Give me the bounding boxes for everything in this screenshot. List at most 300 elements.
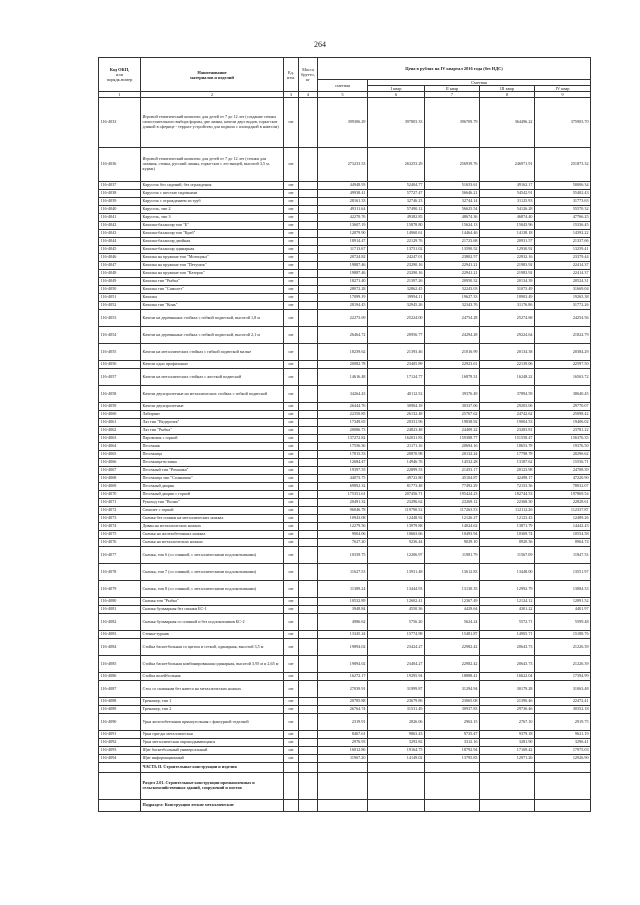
- row-q1-price: 13931.48: [368, 564, 425, 581]
- row-unit: шт: [284, 739, 299, 747]
- row-q4-price: 29770.07: [535, 403, 591, 411]
- code-header-line-2: или: [116, 72, 123, 78]
- row-name: Качалка на пружине тип "Петушок": [141, 262, 284, 270]
- row-code: 116-4086: [99, 673, 141, 681]
- section-empty-cell: [284, 773, 299, 800]
- row-name: Стойка волейбольная: [141, 673, 284, 681]
- row-unit: шт: [284, 639, 299, 656]
- table-row: [99, 327, 591, 344]
- row-name: Качели одно профильные: [141, 361, 284, 369]
- row-mass: [299, 310, 318, 327]
- row-mass: [299, 427, 318, 435]
- table-row: [99, 731, 591, 739]
- row-q2-price: 9735.47: [425, 731, 480, 739]
- row-q2-price: 16879.31: [425, 369, 480, 386]
- row-unit: шт: [284, 411, 299, 419]
- code-header-line-3: порядк.номер: [106, 77, 133, 83]
- table-row: [99, 459, 591, 467]
- row-estimated-price: 28194.45: [318, 302, 368, 310]
- mass-header-line-3: кг: [306, 77, 310, 83]
- row-name: Скамья, тип 7 (со спинкой, с металлическими подлокотниками): [141, 564, 284, 581]
- row-code: 116-4084: [99, 639, 141, 656]
- table-row: [99, 254, 591, 262]
- row-q1-price: 23679.86: [368, 698, 425, 706]
- row-name: Тренажер, тип 2: [141, 706, 284, 714]
- row-q4-price: 20524.31: [535, 278, 591, 286]
- row-q4-price: 15188.76: [535, 631, 591, 639]
- row-q3-price: 20134.39: [480, 278, 535, 286]
- price-title-header: Цена в рублях на IV квартал 2016 года (без НДС): [318, 58, 591, 80]
- section-code-cell: [99, 773, 141, 800]
- row-mass: [299, 435, 318, 443]
- row-q4-price: 4401.97: [535, 606, 591, 614]
- row-q3-price: 29203.06: [480, 403, 535, 411]
- section-empty-cell: [368, 773, 425, 800]
- table-row: [99, 386, 591, 403]
- row-code: 116-4059: [99, 403, 141, 411]
- row-name: Песочный дворик: [141, 483, 284, 491]
- table-row: [99, 443, 591, 451]
- table-row: [99, 499, 591, 507]
- name-header: [141, 58, 284, 92]
- row-code: 116-4088: [99, 698, 141, 706]
- row-q1-price: 23296.62: [368, 499, 425, 507]
- row-q3-price: 364496.22: [480, 98, 535, 148]
- row-q1-price: 21393.46: [368, 344, 425, 361]
- row-code: 116-4036: [99, 148, 141, 182]
- row-q4-price: 22828.61: [535, 499, 591, 507]
- row-name: Качели на металлических стойках с гибкой подвеской малые: [141, 344, 284, 361]
- row-q1-price: 23404.27: [368, 656, 425, 673]
- row-q4-price: 31773.63: [535, 198, 591, 206]
- row-mass: [299, 294, 318, 302]
- table-row: [99, 302, 591, 310]
- row-estimated-price: 9004.06: [318, 531, 368, 539]
- section-empty-cell: [480, 773, 535, 800]
- row-q1-price: 162031.83: [368, 435, 425, 443]
- row-unit: шт: [284, 459, 299, 467]
- row-q1-price: 25224.00: [368, 310, 425, 327]
- row-q1-price: 12206.97: [368, 547, 425, 564]
- row-code: 116-4083: [99, 631, 141, 639]
- row-q3-price: 49162.17: [480, 182, 535, 190]
- row-mass: [299, 214, 318, 222]
- row-unit: шт: [284, 278, 299, 286]
- row-estimated-price: 10532.89: [318, 598, 368, 606]
- row-q3-price: 2767.10: [480, 714, 535, 731]
- row-unit: шт: [284, 286, 299, 294]
- row-estimated-price: 49938.41: [318, 190, 368, 198]
- table-row: [99, 483, 591, 491]
- row-mass: [299, 673, 318, 681]
- row-name: Урна металлическая опрокидывающаяся: [141, 739, 284, 747]
- row-mass: [299, 714, 318, 731]
- row-mass: [299, 523, 318, 531]
- row-q2-price: 22923.61: [425, 361, 480, 369]
- row-q2-price: 31294.94: [425, 681, 480, 698]
- row-name: Скамья, тип 8 (со спинкой, с металлическими подлокотниками): [141, 581, 284, 598]
- row-code: 116-4069: [99, 483, 141, 491]
- row-code: 116-4066: [99, 459, 141, 467]
- row-name: Качалка тип "Самолет": [141, 286, 284, 294]
- row-unit: шт: [284, 475, 299, 483]
- row-mass: [299, 302, 318, 310]
- table-row: [99, 706, 591, 714]
- table-row: [99, 581, 591, 598]
- row-code: 116-4068: [99, 475, 141, 483]
- row-unit: шт: [284, 327, 299, 344]
- row-unit: шт: [284, 515, 299, 523]
- row-q3-price: 11567.09: [480, 547, 535, 564]
- row-code: 116-4043: [99, 230, 141, 238]
- table-row: [99, 427, 591, 435]
- table-row: [99, 238, 591, 246]
- row-q3-price: 54542.91: [480, 190, 535, 198]
- row-q3-price: 20643.73: [480, 639, 535, 656]
- row-q4-price: 112337.87: [535, 507, 591, 515]
- row-code: 116-4033: [99, 98, 141, 148]
- row-q2-price: 13130.35: [425, 581, 480, 598]
- row-q3-price: 22932.16: [480, 254, 535, 262]
- row-unit: шт: [284, 467, 299, 475]
- row-q1-price: 397803.33: [368, 98, 425, 148]
- row-q1-price: 9863.43: [368, 731, 425, 739]
- row-q3-price: 21983.92: [480, 262, 535, 270]
- row-q2-price: 20694.16: [425, 443, 480, 451]
- row-q3-price: 72153.36: [480, 483, 535, 491]
- row-q3-price: 14138.18: [480, 230, 535, 238]
- row-q2-price: 56646.21: [425, 190, 480, 198]
- row-estimated-price: 22350.85: [318, 411, 368, 419]
- row-name: Скамья бульварная со спинкой и без подлокотников БС-2: [141, 614, 284, 631]
- row-q2-price: 56625.54: [425, 206, 480, 214]
- row-q2-price: 23065.08: [425, 698, 480, 706]
- row-q1-price: 21171.16: [368, 443, 425, 451]
- row-mass: [299, 443, 318, 451]
- row-code: 116-4062: [99, 427, 141, 435]
- row-q2-price: 18792.94: [425, 747, 480, 755]
- row-q2-price: 24294.28: [425, 327, 480, 344]
- section-row: [99, 763, 591, 773]
- row-q2-price: 30337.06: [425, 403, 480, 411]
- row-name: Качалка тип "Рыбка": [141, 278, 284, 286]
- unit-header: [284, 58, 299, 92]
- row-code: 116-4071: [99, 499, 141, 507]
- table-row: [99, 182, 591, 190]
- row-estimated-price: 19894.02: [318, 639, 368, 656]
- column-index: 4: [299, 92, 318, 98]
- row-name: Качели двухпролетные: [141, 403, 284, 411]
- row-q4-price: 10554.58: [535, 531, 591, 539]
- row-q4-price: 24708.39: [535, 467, 591, 475]
- row-q3-price: 15043.96: [480, 222, 535, 230]
- row-mass: [299, 507, 318, 515]
- row-q3-price: 54126.28: [480, 206, 535, 214]
- row-q2-price: 32744.14: [425, 198, 480, 206]
- row-estimated-price: 19894.02: [318, 656, 368, 673]
- row-unit: шт: [284, 222, 299, 230]
- row-mass: [299, 656, 318, 673]
- row-q3-price: 20134.38: [480, 344, 535, 361]
- table-row: [99, 411, 591, 419]
- row-name: Качели двухпролетные на металлических стойках с гибкой подвеской: [141, 386, 284, 403]
- row-estimated-price: 8467.61: [318, 731, 368, 739]
- section-empty-cell: [425, 773, 480, 800]
- row-q3-price: 17798.78: [480, 451, 535, 459]
- row-q1-price: 81773.48: [368, 483, 425, 491]
- row-name: Игровой тематический комплекс для детей от 7 до 12 лет (создание стенки самостоятельного выбора формы, две лианы, качели двух видов, горка-скат длиной в сферице - террасе устройство для подвала с площадкой в навесом): [141, 98, 284, 148]
- row-code: 116-4054: [99, 327, 141, 344]
- row-q2-price: 24754.28: [425, 310, 480, 327]
- row-q1-price: 12602.41: [368, 598, 425, 606]
- row-q1-price: 23290.16: [368, 270, 425, 278]
- row-mass: [299, 598, 318, 606]
- row-q4-price: 19406.02: [535, 419, 591, 427]
- row-mass: [299, 614, 318, 631]
- row-code: 116-4039: [99, 198, 141, 206]
- row-estimated-price: 26444.76: [318, 403, 368, 411]
- row-q3-price: 20643.73: [480, 656, 535, 673]
- table-row: [99, 451, 591, 459]
- code-header: [99, 58, 141, 92]
- row-q1-price: 12448.92: [368, 515, 425, 523]
- row-q1-price: 20956.77: [368, 327, 425, 344]
- row-q1-price: 20331.96: [368, 419, 425, 427]
- row-q1-price: 119790.52: [368, 507, 425, 515]
- row-estimated-price: 17099.19: [318, 294, 368, 302]
- quarter-4-header: IV квар: [535, 86, 591, 92]
- row-q4-price: 12926.90: [535, 755, 591, 763]
- row-estimated-price: 19887.46: [318, 262, 368, 270]
- row-mass: [299, 262, 318, 270]
- row-estimated-price: 28161.33: [318, 198, 368, 206]
- row-estimated-price: 18271.40: [318, 278, 368, 286]
- section-title: Раздел 2.01. Строительные конструкции промышленных и сельскохозяйственных зданий, сооружений и мостов: [141, 773, 284, 800]
- section-empty-cell: [368, 800, 425, 812]
- row-q1-price: 23405.89: [368, 361, 425, 369]
- row-code: 116-4077: [99, 547, 141, 564]
- column-index: 7: [425, 92, 480, 98]
- section-empty-cell: [368, 763, 425, 773]
- row-q3-price: 16248.22: [480, 369, 535, 386]
- row-q4-price: 55402.43: [535, 190, 591, 198]
- row-mass: [299, 731, 318, 739]
- row-q3-price: 13448.00: [480, 564, 535, 581]
- row-unit: шт: [284, 491, 299, 499]
- row-code: 116-4045: [99, 246, 141, 254]
- row-unit: шт: [284, 262, 299, 270]
- row-q4-price: 12891.52: [535, 598, 591, 606]
- table-row: [99, 631, 591, 639]
- table-row: [99, 564, 591, 581]
- mass-header-line-2: брутто,: [301, 72, 315, 78]
- row-estimated-price: 20082.78: [318, 361, 368, 369]
- row-q4-price: 78032.07: [535, 483, 591, 491]
- row-name: Скамья без спинки на металлических ножках: [141, 515, 284, 523]
- row-mass: [299, 515, 318, 523]
- row-mass: [299, 451, 318, 459]
- row-q2-price: 14532.28: [425, 459, 480, 467]
- row-mass: [299, 755, 318, 763]
- row-q2-price: 11981.79: [425, 547, 480, 564]
- row-name: Скамья на металлических ножках: [141, 539, 284, 547]
- row-q4-price: 25098.42: [535, 411, 591, 419]
- row-q3-price: 46874.40: [480, 214, 535, 222]
- row-estimated-price: 17556.36: [318, 443, 368, 451]
- section-empty-cell: [425, 800, 480, 812]
- quarter-3-header: III квар: [480, 86, 535, 92]
- row-unit: шт: [284, 214, 299, 222]
- row-q1-price: 21397.26: [368, 278, 425, 286]
- row-mass: [299, 459, 318, 467]
- row-q2-price: 20950.32: [425, 278, 480, 286]
- row-unit: шт: [284, 531, 299, 539]
- row-q3-price: 31176.86: [480, 302, 535, 310]
- row-q4-price: 20384.29: [535, 344, 591, 361]
- row-q2-price: 13590.52: [425, 246, 480, 254]
- row-code: 116-4063: [99, 435, 141, 443]
- row-estimated-price: 14616.48: [318, 369, 368, 386]
- name-header-line-2: материалов и изделий: [190, 74, 234, 80]
- price-table: [98, 57, 591, 812]
- row-unit: шт: [284, 427, 299, 435]
- row-code: 116-4061: [99, 419, 141, 427]
- row-name: Лаз тип "Рыбка": [141, 427, 284, 435]
- row-q3-price: 182744.53: [480, 491, 535, 499]
- row-estimated-price: 11967.20: [318, 755, 368, 763]
- table-row: [99, 435, 591, 443]
- row-mass: [299, 631, 318, 639]
- row-unit: шт: [284, 507, 299, 515]
- row-q1-price: 15774.98: [368, 631, 425, 639]
- row-q2-price: 195424.23: [425, 491, 480, 499]
- row-mass: [299, 344, 318, 361]
- row-q4-price: 31063.48: [535, 681, 591, 698]
- row-name: Стенка-турник: [141, 631, 284, 639]
- section-empty-cell: [299, 773, 318, 800]
- row-name: Карусель с шестью сиденьями: [141, 190, 284, 198]
- row-q3-price: 25274.68: [480, 310, 535, 327]
- row-unit: шт: [284, 246, 299, 254]
- row-estimated-price: 20785.88: [318, 698, 368, 706]
- row-unit: шт: [284, 483, 299, 491]
- row-q1-price: 49723.80: [368, 475, 425, 483]
- row-q4-price: 15556.71: [535, 459, 591, 467]
- row-unit: шт: [284, 238, 299, 246]
- row-q2-price: 5624.24: [425, 614, 480, 631]
- row-code: 116-4085: [99, 656, 141, 673]
- row-code: 116-4053: [99, 310, 141, 327]
- row-q4-price: 21226.39: [535, 656, 591, 673]
- row-q4-price: 19265.38: [535, 294, 591, 302]
- row-q2-price: 117263.53: [425, 507, 480, 515]
- row-mass: [299, 531, 318, 539]
- row-name: Качалка-балансир тип "Краб": [141, 230, 284, 238]
- row-q1-price: 5756.20: [368, 614, 425, 631]
- row-q4-price: 47220.90: [535, 475, 591, 483]
- row-name: Диван на металлических ножках: [141, 523, 284, 531]
- row-q4-price: 2919.75: [535, 714, 591, 731]
- table-row: [99, 361, 591, 369]
- row-q2-price: 19627.33: [425, 294, 480, 302]
- row-q3-price: 12123.43: [480, 515, 535, 523]
- row-estimated-price: 26764.74: [318, 706, 368, 714]
- section-empty-cell: [318, 773, 368, 800]
- table-row: [99, 755, 591, 763]
- unit-header-line-1: Ед.: [287, 69, 294, 75]
- row-q4-price: 3296.41: [535, 739, 591, 747]
- row-estimated-price: 44073.75: [318, 475, 368, 483]
- row-estimated-price: 10943.08: [318, 515, 368, 523]
- table-row: [99, 673, 591, 681]
- table-row: [99, 714, 591, 731]
- row-estimated-price: 7627.20: [318, 539, 368, 547]
- row-mass: [299, 606, 318, 614]
- row-unit: шт: [284, 270, 299, 278]
- row-mass: [299, 148, 318, 182]
- row-estimated-price: 11389.24: [318, 581, 368, 598]
- table-row: [99, 278, 591, 286]
- row-name: Качалка тип "Конь": [141, 302, 284, 310]
- row-q4-price: 12489.26: [535, 515, 591, 523]
- row-q1-price: 22129.76: [368, 238, 425, 246]
- row-q4-price: 156376.35: [535, 435, 591, 443]
- row-q4-price: 23379.44: [535, 254, 591, 262]
- row-q2-price: 396709.79: [425, 98, 480, 148]
- row-q2-price: 13795.83: [425, 755, 480, 763]
- row-unit: шт: [284, 198, 299, 206]
- quarter-1-header: I квар: [368, 86, 425, 92]
- row-q4-price: 22472.41: [535, 698, 591, 706]
- row-code: 116-4042: [99, 222, 141, 230]
- row-q2-price: 24409.22: [425, 427, 480, 435]
- row-q4-price: 22597.50: [535, 361, 591, 369]
- table-row: [99, 606, 591, 614]
- row-q2-price: 14024.62: [425, 523, 480, 531]
- row-q1-price: 9236.44: [368, 539, 425, 547]
- row-q1-price: 31999.87: [368, 681, 425, 698]
- row-name: Скамья, тип 6 (со спинкой, с металлическими подлокотниками): [141, 547, 284, 564]
- row-code: 116-4090: [99, 714, 141, 731]
- row-q2-price: 14464.46: [425, 230, 480, 238]
- row-estimated-price: 27039.91: [318, 681, 368, 698]
- row-code: 116-4072: [99, 507, 141, 515]
- row-name: Песочница тип "Солнышко": [141, 475, 284, 483]
- row-code: 116-4048: [99, 270, 141, 278]
- row-estimated-price: 17815.53: [318, 451, 368, 459]
- row-q3-price: 12971.26: [480, 755, 535, 763]
- section-empty-cell: [318, 763, 368, 773]
- table-row: [99, 310, 591, 327]
- section-title: ЧАСТЬ II. Строительные конструкции и изделия: [141, 763, 284, 773]
- table-row: [99, 403, 591, 411]
- mass-header: [299, 58, 318, 92]
- row-q2-price: 22941.21: [425, 262, 480, 270]
- row-q1-price: 32862.45: [368, 286, 425, 294]
- row-code: 116-4041: [99, 214, 141, 222]
- row-name: Качалка-балансир двойная: [141, 238, 284, 246]
- row-q4-price: 13084.33: [535, 581, 591, 598]
- row-q2-price: 48674.36: [425, 214, 480, 222]
- row-code: 116-4079: [99, 581, 141, 598]
- table-row: [99, 656, 591, 673]
- table-row: [99, 286, 591, 294]
- row-estimated-price: 11627.53: [318, 564, 368, 581]
- row-q2-price: 30937.83: [425, 706, 480, 714]
- row-estimated-price: 12879.90: [318, 230, 368, 238]
- row-q3-price: 20931.57: [480, 238, 535, 246]
- section-row: [99, 773, 591, 800]
